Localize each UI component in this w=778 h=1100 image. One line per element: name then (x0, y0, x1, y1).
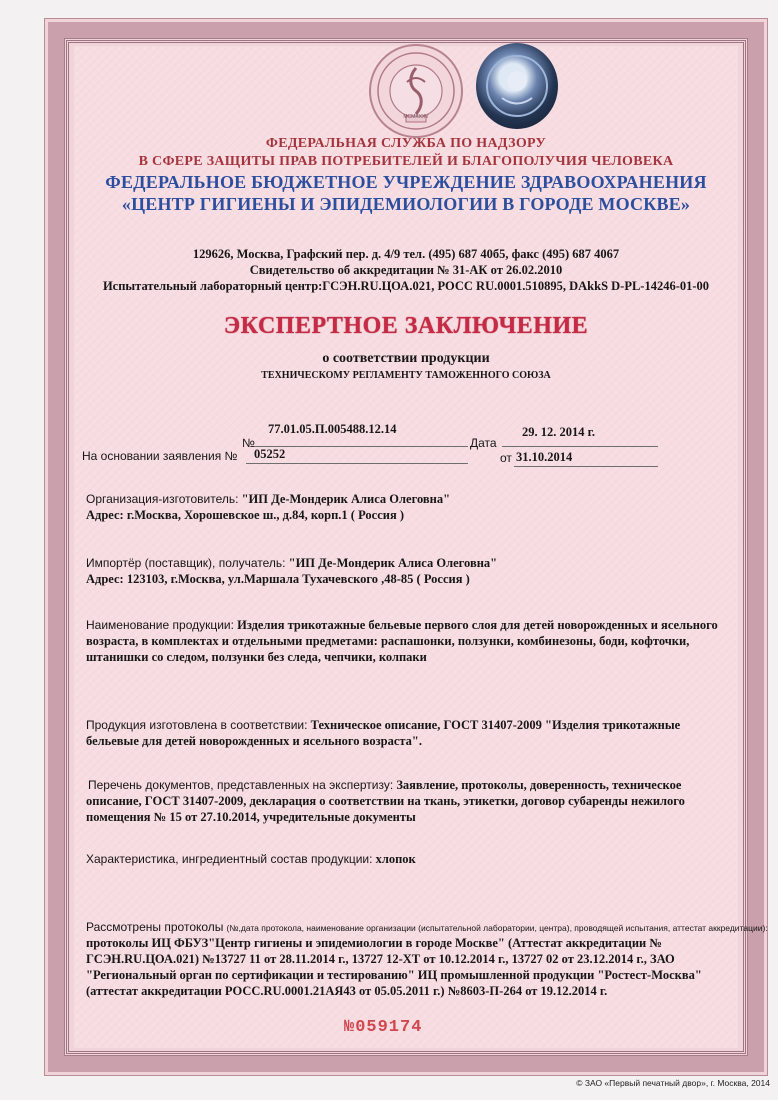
number-underline (254, 446, 468, 447)
application-underline (246, 463, 468, 464)
institution-line-2: «ЦЕНТР ГИГИЕНЫ И ЭПИДЕМИОЛОГИИ В ГОРОДЕ МОСКВЕ» (121, 194, 691, 214)
lab-center-ids: Испытательный лабораторный центр:ГСЭН.RU.ЦОА.021, РОСС RU.0001.510895, DAkkS D-PL-14246-01-00 (102, 279, 710, 293)
protocols-line-1: протоколы ИЦ ФБУЗ"Центр гигиены и эпидемиологии в городе Москве" (Аттестат аккредитации № (86, 936, 662, 950)
protocols-line-3: "Региональный орган по сертификации и тестированию" ИЦ промышленной продукции "Ростест-Москва" (86, 968, 702, 982)
application-number: 05252 (254, 447, 286, 461)
number-sign-label: № (242, 436, 255, 450)
hologram-graphic-icon (476, 43, 558, 129)
contact-address: 129626, Москва, Графский пер. д. 4/9 тел. (495) 687 40б5, факс (495) 687 4067 (192, 247, 620, 261)
document-subtitle-regulation: ТЕХНИЧЕСКОМУ РЕГЛАМЕНТУ ТАМОЖЕННОГО СОЮЗА (261, 370, 551, 381)
rospotrebnadzor-emblem-icon (369, 44, 463, 138)
accreditation-certificate: Свидетельство об аккредитации № 31-АК от 26.02.2010 (249, 263, 563, 277)
agency-line-2: В СФЕРЕ ЗАЩИТЫ ПРАВ ПОТРЕБИТЕЛЕЙ И БЛАГОПОЛУЧИЯ ЧЕЛОВЕКА (138, 154, 674, 169)
manufacturer-name: "ИП Де-Мондерик Алиса Олеговна" (241, 492, 451, 506)
composition-section (86, 852, 416, 867)
produced-section (86, 718, 746, 733)
product-label: Наименование продукции: (86, 618, 234, 632)
produced-line-1: Техническое описание, ГОСТ 31407-2009 "Изделия трикотажные (310, 718, 681, 732)
product-section (86, 618, 746, 633)
printer-credit: © ЗАО «Первый печатный двор», г. Москва, 2014 (576, 1078, 770, 1088)
importer-address: Адрес: 123103, г.Москва, ул.Маршала Тухачевского ,48-85 ( Россия ) (86, 572, 470, 586)
documents-line-3: помещения № 15 от 27.10.2014, учредительные документы (86, 810, 416, 824)
emblem-year-label: MCMXXXV (403, 114, 429, 120)
importer-name: "ИП Де-Мондерик Алиса Олеговна" (288, 556, 498, 570)
document-subtitle: о соответствии продукции (322, 351, 490, 366)
protocols-label: Рассмотрены протоколы (86, 920, 224, 934)
basis-label: На основании заявления № (82, 449, 238, 463)
product-line-2: возраста, в комплектах и отдельными предметами: распашонки, ползунки, комбинезоны, боди, кофточки, (86, 634, 690, 648)
hologram-seal-icon (476, 43, 558, 129)
composition-label: Характеристика, ингредиентный состав продукции: (86, 852, 373, 866)
manufacturer-address: Адрес: г.Москва, Хорошевское ш., д.84, корп.1 ( Россия ) (86, 508, 404, 522)
protocols-line-4: (аттестат аккредитации РОСС.RU.0001.21АЯ43 от 05.05.2011 г.) №8603-П-264 от 19.12.2014 г. (86, 984, 608, 998)
from-label: от (500, 451, 512, 465)
protocols-line-2: ГСЭН.RU.ЦОА.021) №13727 11 от 28.11.2014 г., 13727 12-ХТ от 10.12.2014 г., 13727 02 от 23.12.2014 г., ЗАО (86, 952, 675, 966)
produced-label: Продукция изготовлена в соответствии: (86, 718, 308, 732)
composition-value: хлопок (375, 852, 416, 866)
documents-label: Перечень документов, представленных на экспертизу: (88, 778, 394, 792)
protocols-note: (№,дата протокола, наименование организации (испытательной лаборатории, центра), проводящей испытания, аттестат аккредитации): (226, 923, 768, 933)
conclusion-date: 29. 12. 2014 г. (522, 425, 596, 439)
importer-label: Импортёр (поставщик), получатель: (86, 556, 286, 570)
documents-section (88, 778, 748, 793)
protocols-header (86, 920, 768, 936)
documents-line-1: Заявление, протоколы, доверенность, техническое (396, 778, 682, 792)
importer-section (86, 556, 726, 571)
conclusion-number: 77.01.05.П.005488.12.14 (268, 422, 397, 436)
agency-line-1: ФЕДЕРАЛЬНАЯ СЛУЖБА ПО НАДЗОРУ (265, 136, 547, 151)
manufacturer-label: Организация-изготовитель: (86, 492, 239, 506)
document-title: ЭКСПЕРТНОЕ ЗАКЛЮЧЕНИЕ (223, 313, 589, 339)
manufacturer-section (86, 492, 726, 507)
product-line-3: штанишки со следом, ползунки без следа, чепчики, колпаки (86, 650, 427, 664)
application-date-underline (514, 466, 658, 467)
application-date: 31.10.2014 (516, 450, 573, 464)
form-serial-number: №059174 (344, 1018, 423, 1037)
date-underline (502, 446, 658, 447)
product-line-1: Изделия трикотажные бельевые первого слоя для детей новорожденных и ясельного (237, 618, 718, 632)
date-label: Дата (470, 436, 497, 450)
produced-line-2: бельевые для детей новорожденных и ясельного возраста". (86, 734, 422, 748)
institution-line-1: ФЕДЕРАЛЬНОЕ БЮДЖЕТНОЕ УЧРЕЖДЕНИЕ ЗДРАВООХРАНЕНИЯ (105, 172, 707, 192)
certificate-sheet (44, 18, 768, 1076)
documents-line-2: описание, ГОСТ 31407-2009, декларация о соответствии на ткань, этикетки, договор субаренды нежилого (86, 794, 685, 808)
emblem-graphic-icon (371, 46, 461, 136)
